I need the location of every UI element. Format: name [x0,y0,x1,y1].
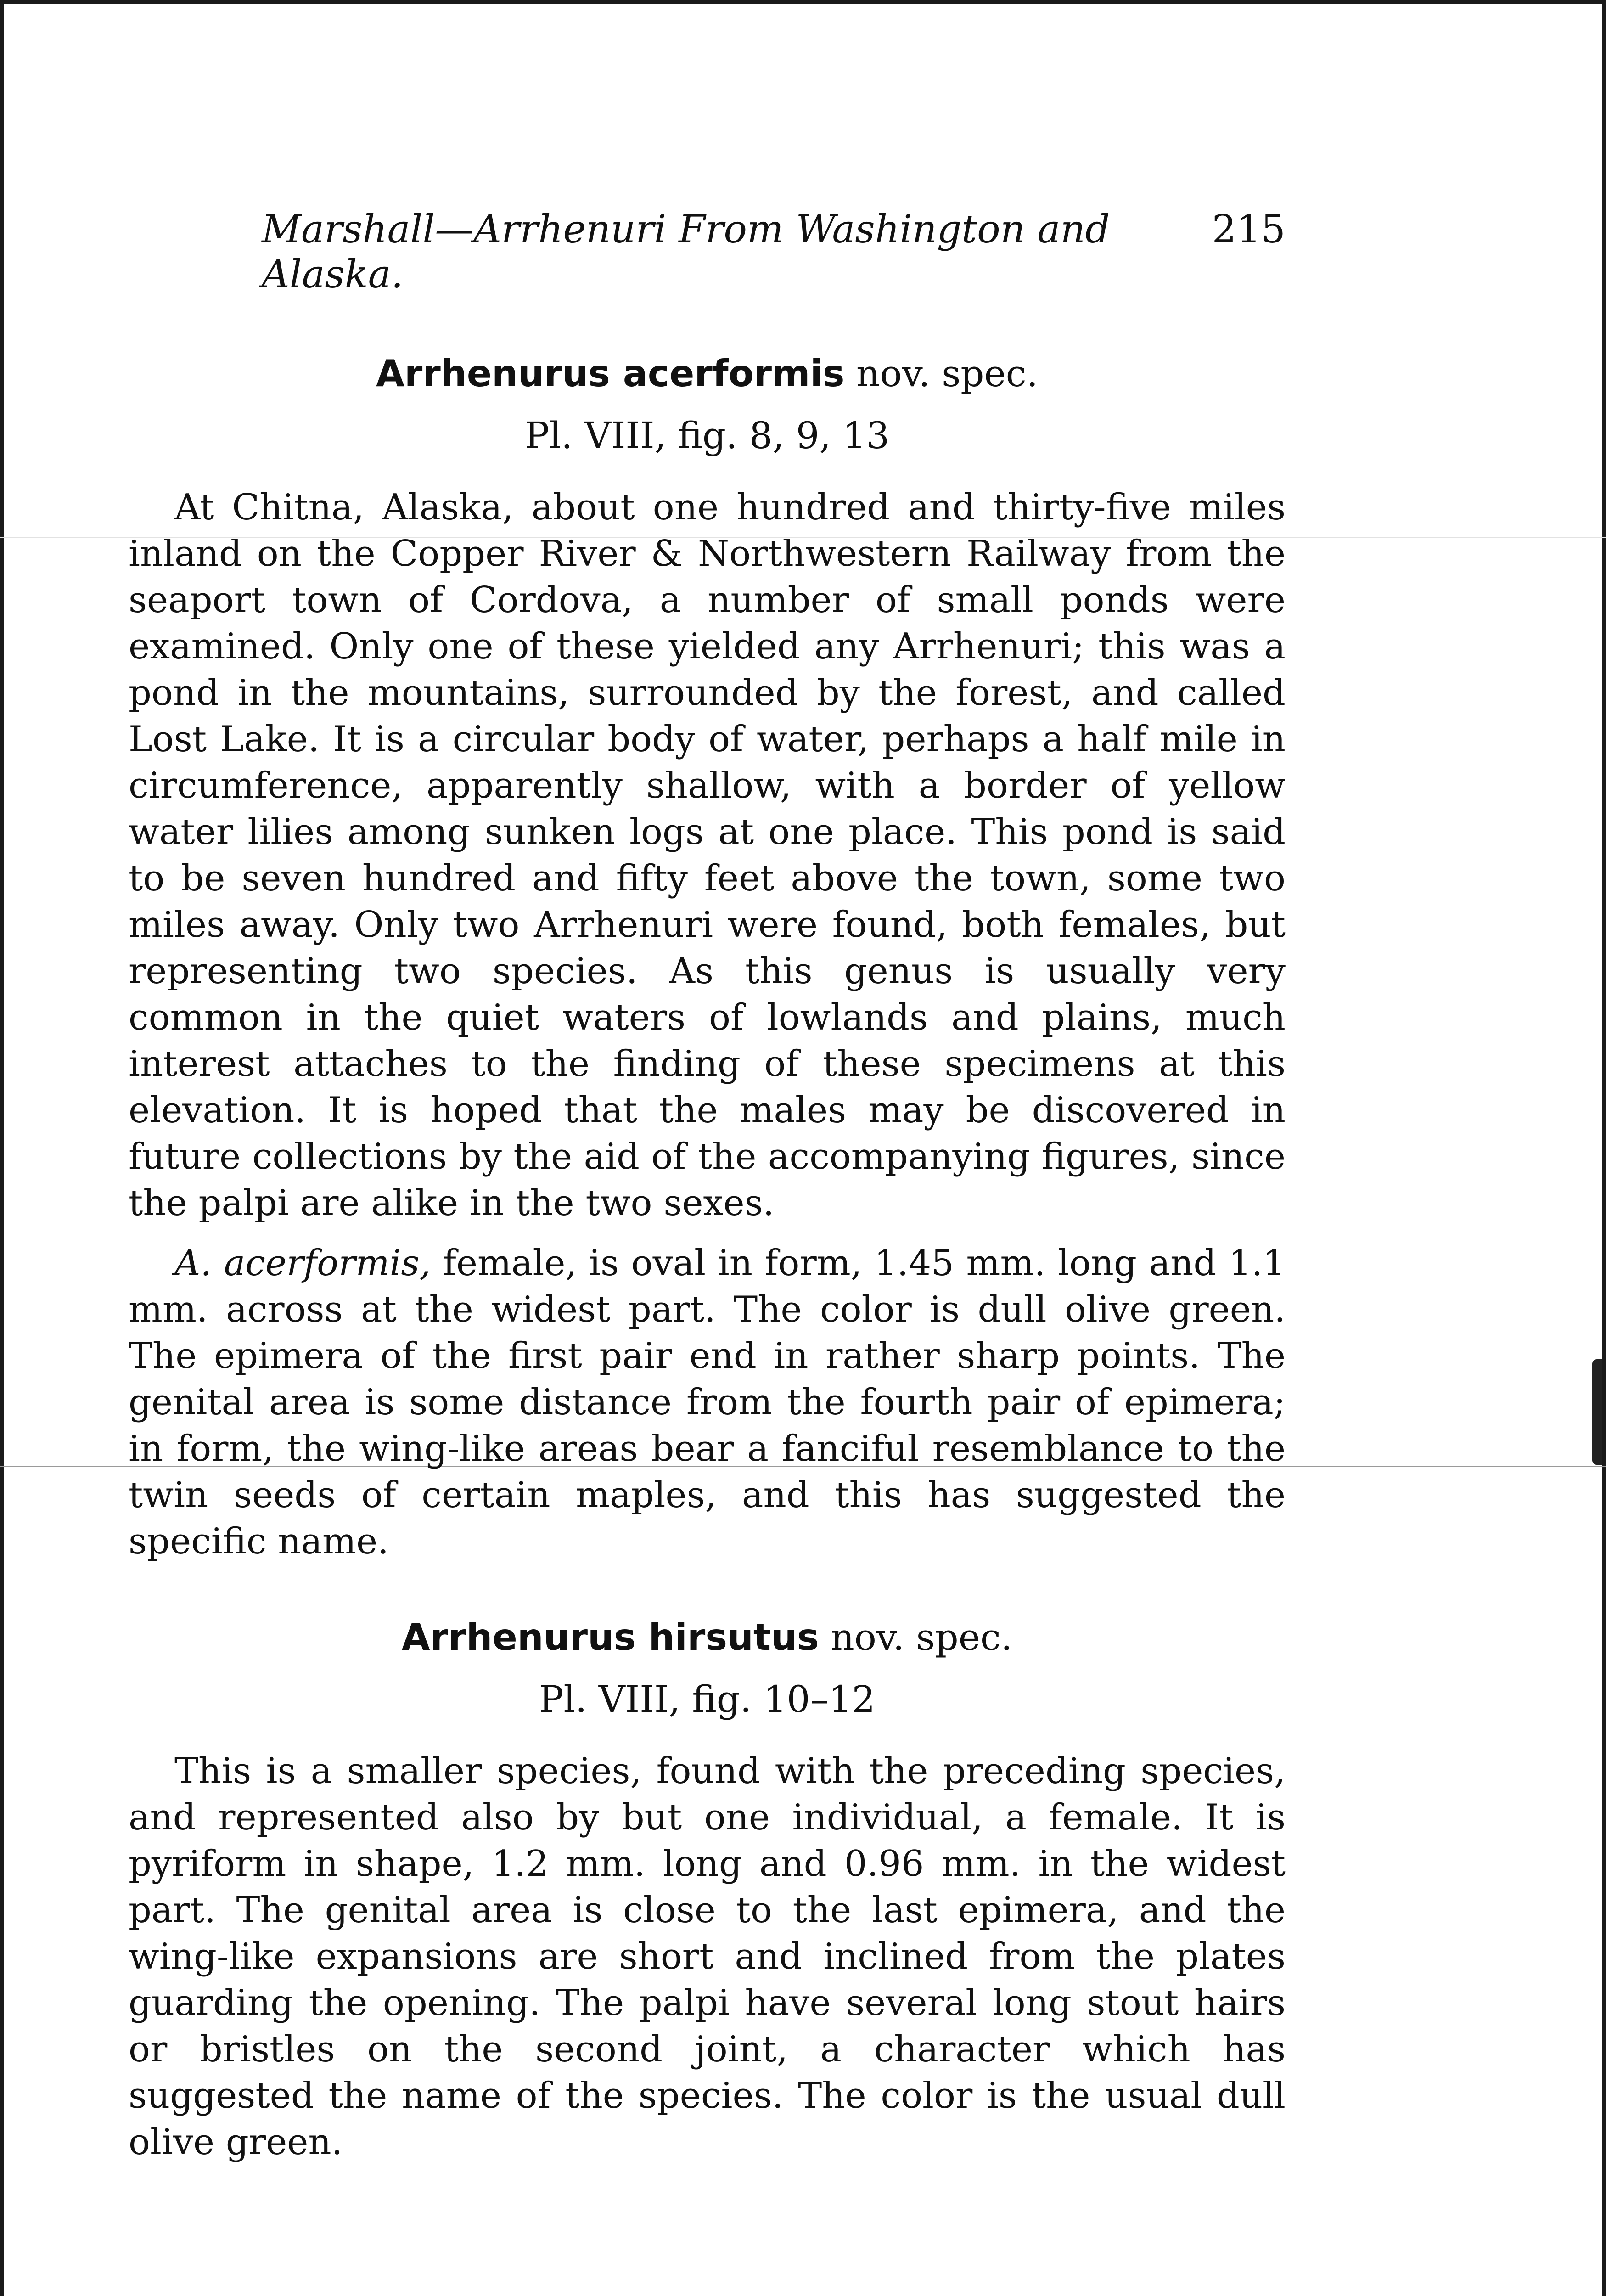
page-content [129,207,1286,2179]
species-suffix: nov. spec. [831,1616,1013,1659]
scan-edge-mark [1592,1359,1602,1465]
running-head [262,207,1286,297]
paragraph-text: female, is oval in form, 1.45 mm. long and 1.1 mm. across at the widest part. The color is dull olive green. The epimera of the first pair end in rather sharp points. The genital area is some distance from the fourth pair of epimera; in form, the wing-like areas bear a fanciful resemblance to the twin seeds of certain maples, and this has suggested the specific name. [129,1243,1286,1562]
body-paragraph: At Chitna, Alaska, about one hundred and thirty-five miles inland on the Copper River & Northwestern Railway from the seaport town of Cordova, a number of small ponds were examined. Only one of these yielded any Arrhenuri; this was a pond in the mountains, surrounded by the forest, and called Lost Lake. It is a circular body of water, perhaps a half mile in circumference, apparently shallow, with a border of yellow water lilies among sunken logs at one place. This pond is said to be seven hundred and fifty feet above the town, some two miles away. Only two Arrhenuri were found, both females, but representing two species. As this genus is usually very common in the quiet waters of lowlands and plains, much interest attaches to the finding of these specimens at this elevation. It is hoped that the males may be discovered in future collections by the aid of the accompanying figures, since the palpi are alike in the two sexes. [129,487,1286,1224]
plate-reference: Pl. VIII, fig. 8, 9, 13 [524,414,890,457]
species-abbrev-italic: A. acerformis, [174,1243,431,1284]
body-paragraph: This is a smaller species, found with the preceding species, and represented also by but one individual, a female. It is pyriform in shape, 1.2 mm. long and 0.96 mm. in the widest part. The genital area is close to the last epimera, and the wing-like expansions are short and inclined from the plates guarding the opening. The palpi have several long stout hairs or bristles on the second joint, a character which has suggested the name of the species. The color is the usual dull olive green. [129,1750,1286,2163]
species-section-hirsutus [129,1615,1286,2166]
species-name: Arrhenurus acerformis [376,352,845,395]
species-name: Arrhenurus hirsutus [401,1616,819,1659]
species-section-acerformis [129,352,1286,1565]
page-number: 215 [1212,207,1286,252]
running-title: Marshall—Arrhenuri From Washington and Alaska. [262,207,1110,297]
species-suffix: nov. spec. [856,352,1039,395]
species-heading [129,352,1286,396]
species-heading [129,1615,1286,1660]
body-paragraph [129,1240,1286,1565]
plate-reference: Pl. VIII, fig. 10–12 [539,1678,876,1721]
